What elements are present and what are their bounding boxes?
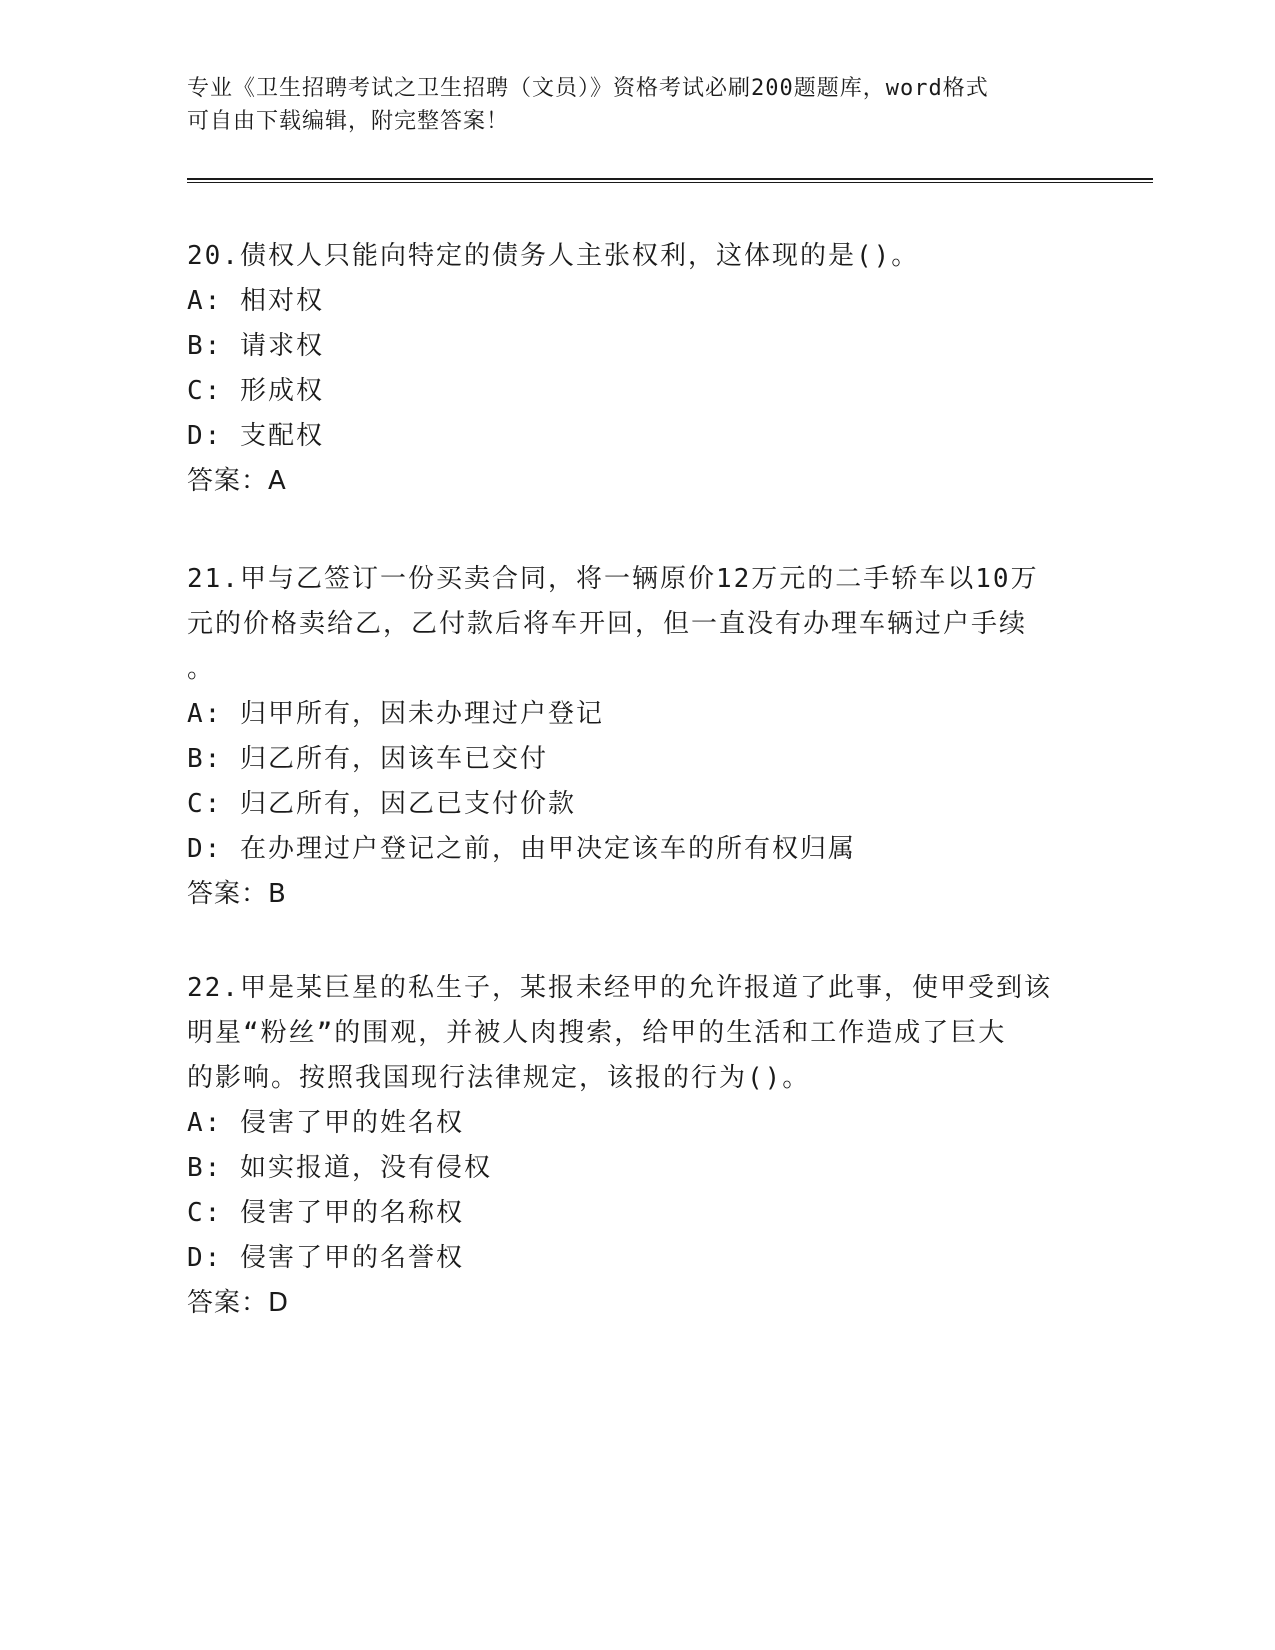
question-stem: 明星“粉丝”的围观，并被人肉搜索，给甲的生活和工作造成了巨大: [187, 1018, 1007, 1048]
header-line: 可自由下载编辑，附完整答案！: [187, 109, 510, 134]
question-21: [187, 557, 1067, 917]
answer: 答案：B: [187, 879, 287, 909]
option-b: B: 请求权: [187, 331, 324, 361]
option-d: D: 在办理过户登记之前，由甲决定该车的所有权归属: [187, 834, 856, 864]
question-stem: 元的价格卖给乙，乙付款后将车开回，但一直没有办理车辆过户手续: [187, 609, 1028, 639]
option-a: A: 相对权: [187, 286, 324, 316]
option-c: C: 侵害了甲的名称权: [187, 1198, 464, 1228]
question-stem: 20.债权人只能向特定的债务人主张权利，这体现的是()。: [187, 241, 920, 271]
question-stem: 。: [187, 654, 216, 684]
option-a: A: 归甲所有，因未办理过户登记: [187, 699, 604, 729]
option-a: A: 侵害了甲的姓名权: [187, 1108, 464, 1138]
document-header: [187, 72, 1087, 138]
question-stem: 的影响。按照我国现行法律规定，该报的行为()。: [187, 1063, 811, 1093]
header-divider: [187, 178, 1153, 183]
question-20: [187, 234, 1067, 504]
answer: 答案：D: [187, 1288, 290, 1318]
question-22: [187, 966, 1067, 1326]
question-stem: 22.甲是某巨星的私生子，某报未经甲的允许报道了此事，使甲受到该: [187, 973, 1052, 1003]
option-d: D: 侵害了甲的名誉权: [187, 1243, 464, 1273]
option-d: D: 支配权: [187, 421, 324, 451]
header-line: 专业《卫生招聘考试之卫生招聘（文员）》资格考试必刷200题题库，word格式: [187, 76, 989, 101]
option-b: B: 归乙所有，因该车已交付: [187, 744, 548, 774]
question-stem: 21.甲与乙签订一份买卖合同，将一辆原价12万元的二手轿车以10万: [187, 564, 1039, 594]
option-b: B: 如实报道，没有侵权: [187, 1153, 492, 1183]
option-c: C: 形成权: [187, 376, 324, 406]
option-c: C: 归乙所有，因乙已支付价款: [187, 789, 576, 819]
answer: 答案：A: [187, 466, 287, 496]
